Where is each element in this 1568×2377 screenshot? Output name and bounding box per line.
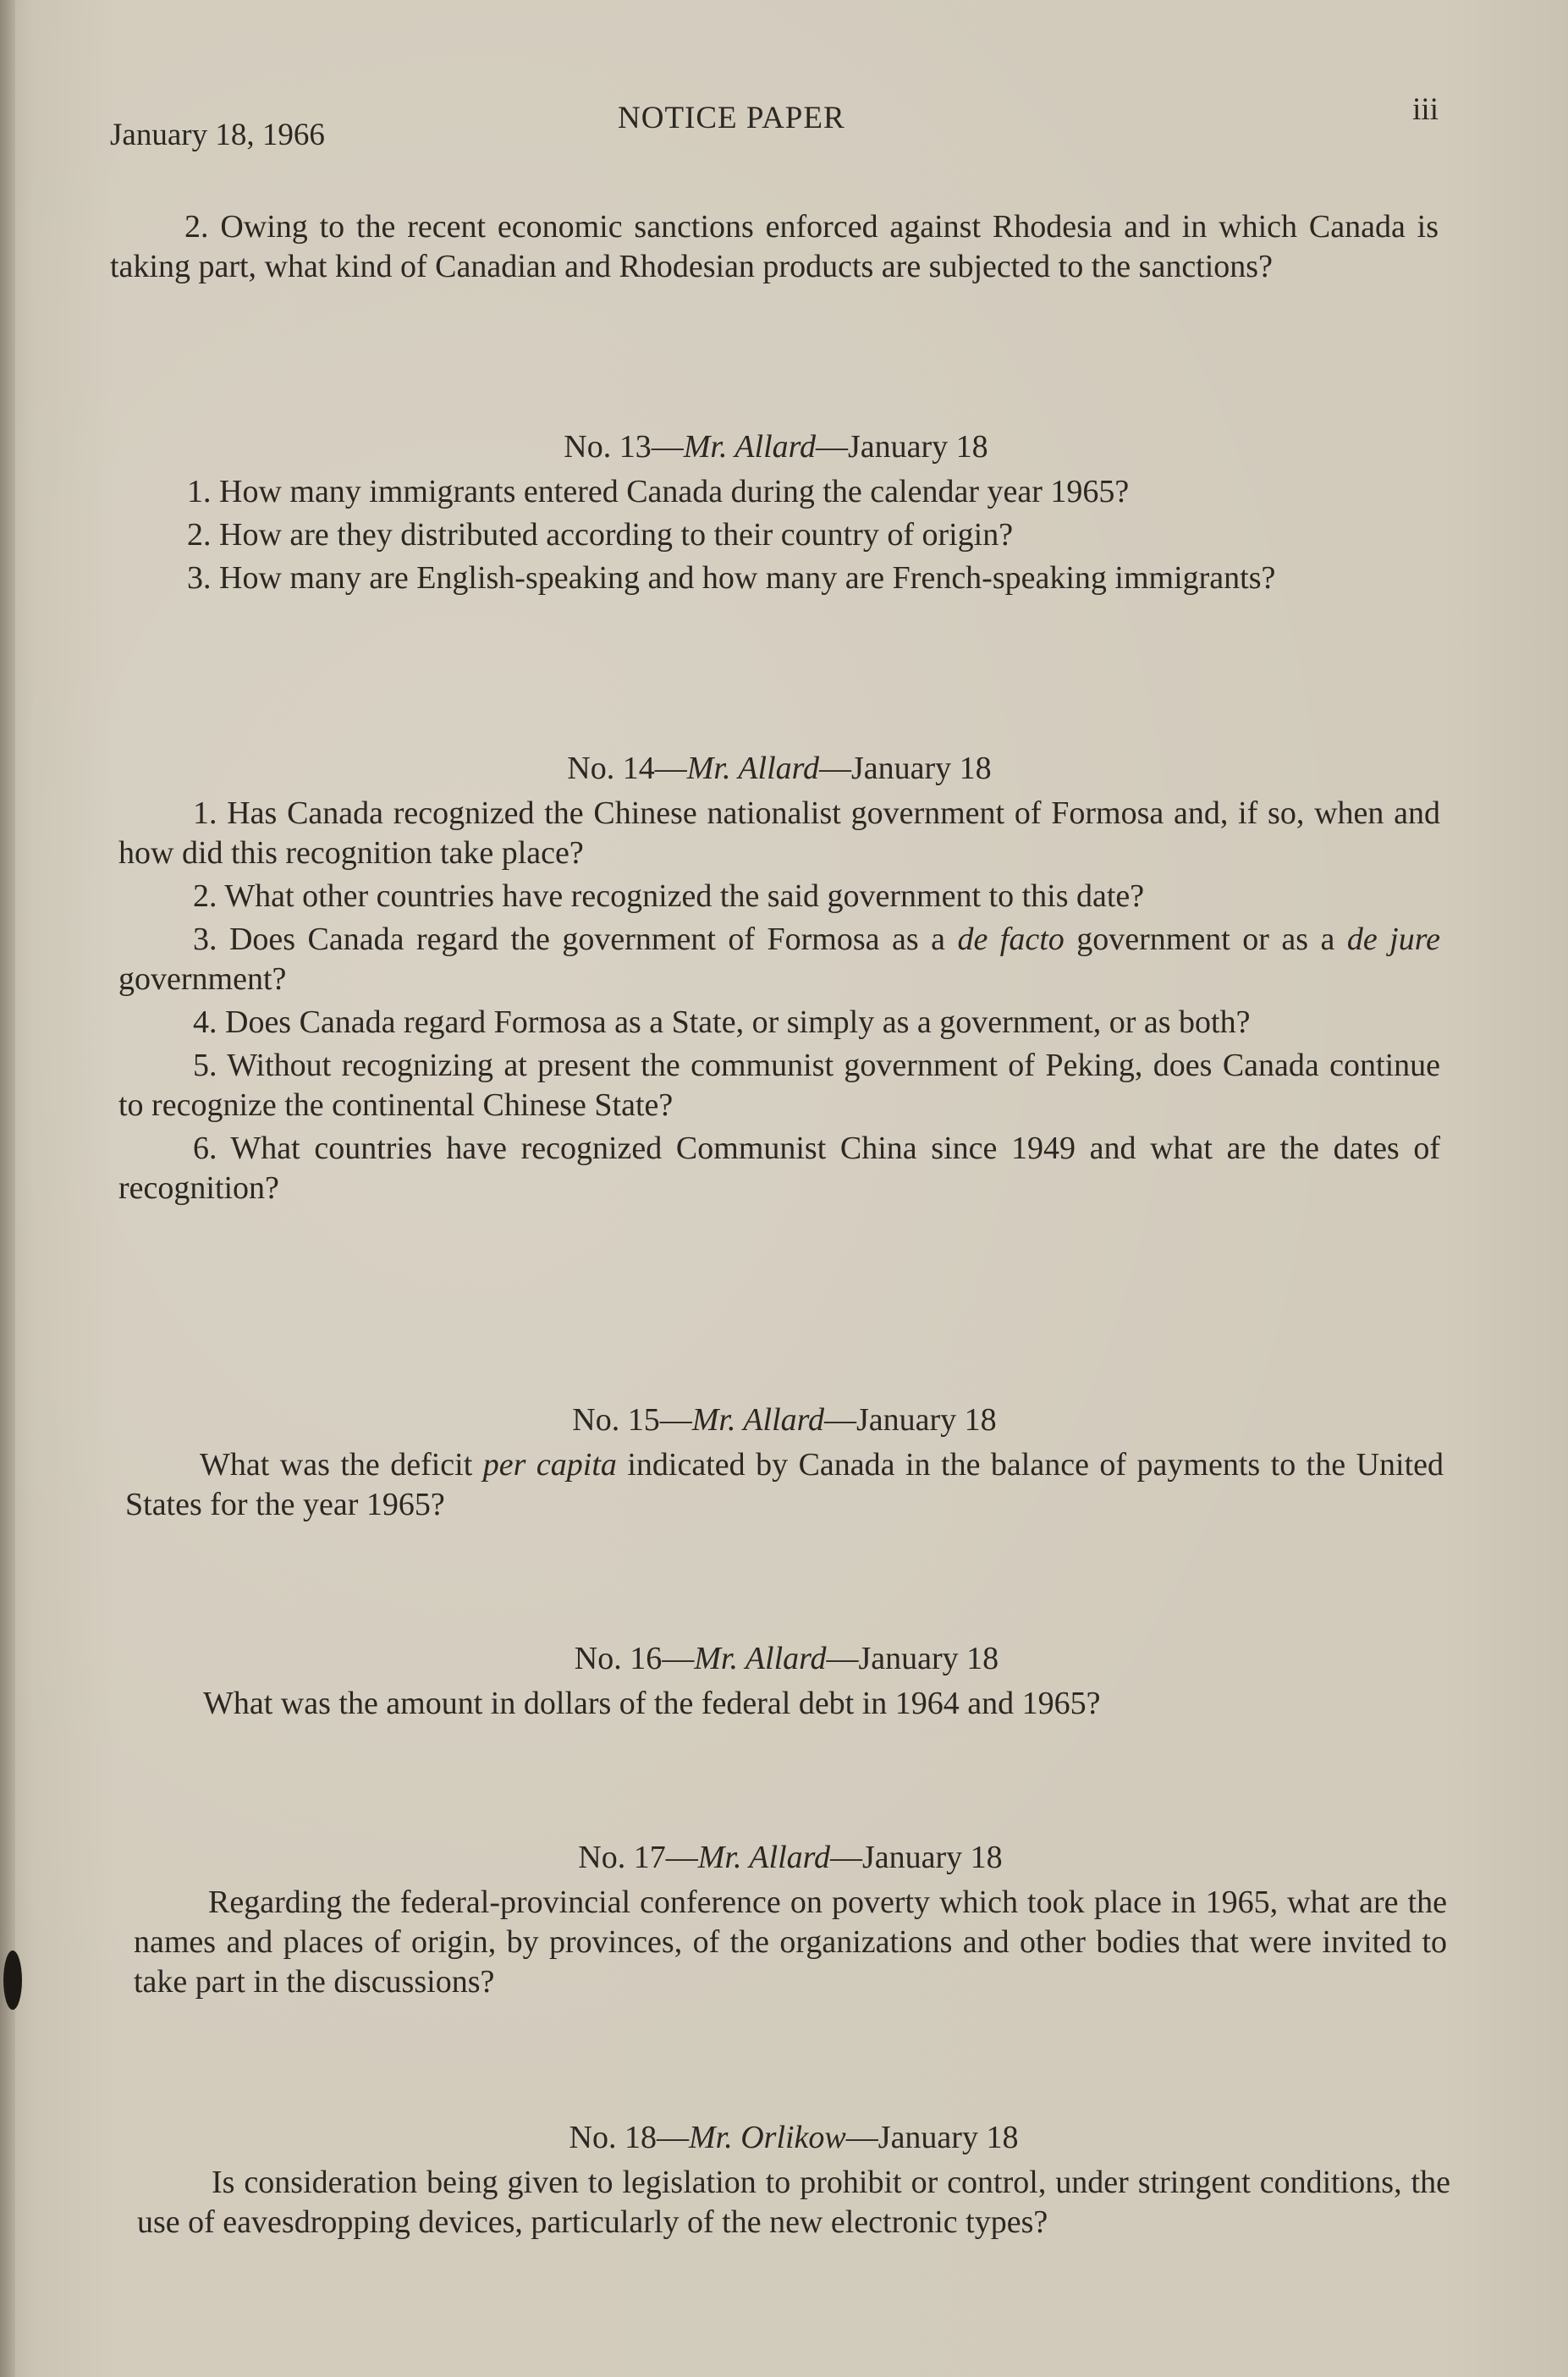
- header-date: January 18, 1966: [110, 118, 325, 152]
- question-member: Mr. Allard: [686, 751, 819, 786]
- question-number: No. 14: [567, 751, 655, 786]
- question-paragraph: 3. Does Canada regard the government of Formosa as a de facto government or as a de jure government?: [118, 922, 1440, 997]
- question-block-18: [137, 2118, 1450, 2242]
- question-number: No. 18: [569, 2120, 657, 2155]
- page-header: [110, 92, 1439, 152]
- question-member: Mr. Allard: [697, 1840, 830, 1875]
- question-paragraph: Is consideration being given to legislation to prohibit or control, under stringent conditions, the use of eavesdropping devices, particularly of the new electronic types?: [137, 2165, 1450, 2240]
- question-paragraph: 3. How many are English-speaking and how many are French-speaking immigrants?: [187, 560, 1276, 596]
- question-heading: No. 13—Mr. Allard—January 18: [564, 429, 988, 465]
- question-paragraph: 2. How are they distributed according to their country of origin?: [187, 517, 1014, 553]
- page-number: iii: [1412, 92, 1439, 127]
- question-block-16: [129, 1639, 1444, 1724]
- question-heading: No. 16—Mr. Allard—January 18: [574, 1641, 999, 1676]
- question-paragraph: 4. Does Canada regard Formosa as a State, or simply as a government, or as both?: [193, 1004, 1251, 1040]
- question-heading: No. 15—Mr. Allard—January 18: [572, 1402, 997, 1438]
- question-member: Mr. Allard: [683, 429, 816, 465]
- question-paragraph: 1. How many immigrants entered Canada during the calendar year 1965?: [187, 474, 1130, 509]
- question-date: January 18: [858, 1641, 999, 1676]
- punch-hole-mark: [3, 1951, 22, 2010]
- question-paragraph: 6. What countries have recognized Communist China since 1949 and what are the dates of recognition?: [118, 1131, 1440, 1206]
- question-member: Mr. Orlikow: [688, 2120, 846, 2155]
- question-paragraph: 5. Without recognizing at present the communist government of Peking, does Canada continue to recognize the continental Chinese State?: [118, 1048, 1440, 1123]
- question-paragraph: What was the deficit per capita indicated by Canada in the balance of payments to the United States for the year 1965?: [125, 1447, 1444, 1522]
- question-date: January 18: [848, 429, 988, 465]
- question-number: No. 13: [564, 429, 652, 465]
- question-number: No. 16: [574, 1641, 663, 1676]
- question-block-15: [125, 1400, 1444, 1525]
- question-block-14: [118, 749, 1440, 1208]
- question-heading: No. 18—Mr. Orlikow—January 18: [569, 2120, 1019, 2155]
- question-date: January 18: [878, 2120, 1019, 2155]
- question-block-13: [113, 427, 1439, 598]
- question-paragraph: What was the amount in dollars of the federal debt in 1964 and 1965?: [203, 1686, 1101, 1721]
- question-paragraph: 2. What other countries have recognized the said government to this date?: [193, 878, 1145, 914]
- question-date: January 18: [862, 1840, 1003, 1875]
- question-date: January 18: [851, 751, 992, 786]
- question-number: No. 17: [578, 1840, 666, 1875]
- continued-question: [110, 207, 1439, 287]
- question-date: January 18: [856, 1402, 997, 1438]
- question-paragraph: 1. Has Canada recognized the Chinese nationalist government of Formosa and, if so, when and how did this recognition take place?: [118, 795, 1440, 871]
- question-block-17: [134, 1838, 1447, 2002]
- question-paragraph: Regarding the federal-provincial conference on poverty which took place in 1965, what are the names and places of origin, by provinces, of the organizations and other bodies that were invited to take part in the discussions?: [134, 1885, 1447, 2000]
- question-heading: No. 17—Mr. Allard—January 18: [578, 1840, 1003, 1875]
- question-member: Mr. Allard: [691, 1402, 824, 1438]
- question-heading: No. 14—Mr. Allard—January 18: [567, 751, 992, 786]
- question-paragraph: 2. Owing to the recent economic sanctions enforced against Rhodesia and in which Canada is taking part, what kind of Canadian and Rhodesian products are subjected to the sanctions?: [110, 209, 1439, 284]
- header-title: NOTICE PAPER: [618, 101, 845, 135]
- question-member: Mr. Allard: [694, 1641, 827, 1676]
- binding-edge: [0, 0, 15, 2377]
- question-number: No. 15: [572, 1402, 660, 1438]
